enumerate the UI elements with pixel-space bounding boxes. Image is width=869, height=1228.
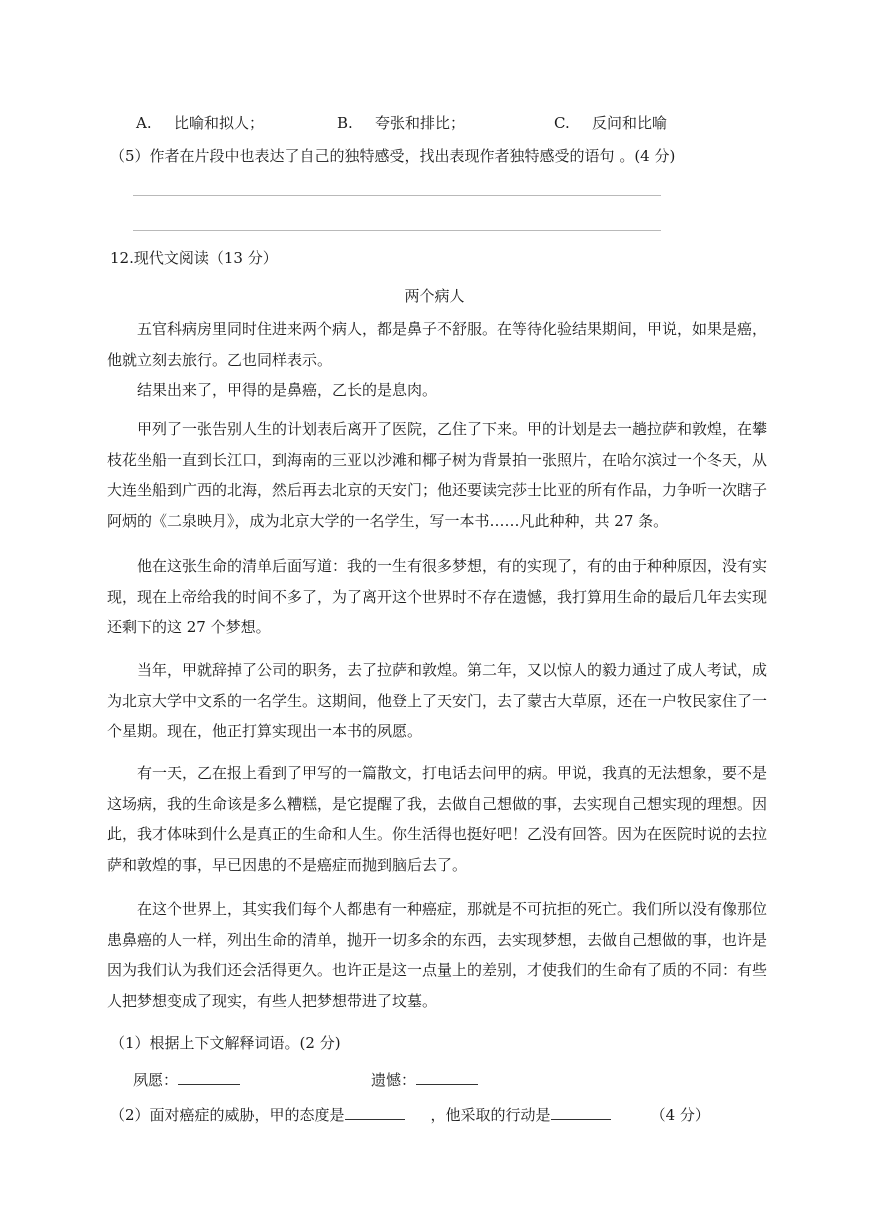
paragraph-2: 结果出来了，甲得的是鼻癌，乙长的是息肉。 [137,381,438,399]
question-2-part2: ，他采取的行动是 [430,1106,551,1124]
answer-line-2[interactable] [133,230,661,231]
term-yihan [371,1068,478,1090]
term-fengyuan-blank[interactable] [178,1068,240,1085]
section-heading: 12.现代文阅读（13 分） [110,249,278,267]
term-yihan-label: 遗憾： [371,1071,417,1089]
paragraph-3: 甲列了一张告别人生的计划表后离开了医院，乙住了下来。甲的计划是去一趟拉萨和敦煌，在攀枝花坐船一直到长江口，到海南的三亚以沙滩和椰子树为背景拍一张照片，在哈尔滨过一个冬天，从大连坐船到广西的北海，然后再去北京的天安门；他还要读完莎士比亚的所有作品，力争听一次瞎子阿炳的《二泉映月》，成为北京大学的一名学生，写一本书……凡此种种，共 27 条。 [107,420,768,530]
article-title: 两个病人 [404,287,465,305]
term-fengyuan [133,1068,240,1090]
question-2-part1: （2）面对癌症的威胁，甲的态度是 [110,1106,345,1124]
question-2-score: （4 分） [650,1106,710,1124]
question-2 [110,1103,710,1125]
answer-line-1[interactable] [133,195,661,196]
term-fengyuan-label: 夙愿： [133,1071,179,1089]
option-b-letter: B. [337,114,353,132]
option-a-letter: A. [136,114,152,132]
attitude-blank[interactable] [345,1103,405,1120]
option-b [337,113,465,133]
paragraph-7: 在这个世界上，其实我们每个人都患有一种癌症，那就是不可抗拒的死亡。我们所以没有像那位患鼻癌的人一样，列出生命的清单，抛开一切多余的东西，去实现梦想，去做自己想做的事，也许是因为我们认为我们还会活得更久。也许正是这一点量上的差别，才使我们的生命有了质的不同：有些人把梦想变成了现实，有些人把梦想带进了坟墓。 [107,900,768,1010]
option-a-text: 比喻和拟人； [174,114,265,132]
option-c-text: 反问和比喻 [592,114,668,132]
question-5: （5）作者在片段中也表达了自己的独特感受，找出表现作者独特感受的语句 。(4 分) [110,147,676,165]
option-b-text: 夸张和排比； [375,114,466,132]
question-1: （1）根据上下文解释词语。(2 分) [110,1034,341,1052]
paragraph-6: 有一天，乙在报上看到了甲写的一篇散文，打电话去问甲的病。甲说，我真的无法想象，要不是这场病，我的生命该是多么糟糕，是它提醒了我，去做自己想做的事，去实现自己想实现的理想。因此，我才体味到什么是真正的生命和人生。你生活得也挺好吧！乙没有回答。因为在医院时说的去拉萨和敦煌的事，早已因患的不是癌症而抛到脑后去了。 [107,764,768,874]
term-yihan-blank[interactable] [416,1068,478,1085]
option-c-letter: C. [554,114,570,132]
paragraph-4: 他在这张生命的清单后面写道：我的一生有很多梦想，有的实现了，有的由于种种原因，没有实现，现在上帝给我的时间不多了，为了离开这个世界时不存在遗憾，我打算用生命的最后几年去实现还剩下的这 27 个梦想。 [107,557,768,636]
option-a [136,113,264,133]
option-c [554,113,667,133]
action-blank[interactable] [551,1103,611,1120]
paragraph-5: 当年，甲就辞掉了公司的职务，去了拉萨和敦煌。第二年，又以惊人的毅力通过了成人考试，成为北京大学中文系的一名学生。这期间，他登上了天安门，去了蒙古大草原，还在一户牧民家住了一个星期。现在，他正打算实现出一本书的夙愿。 [107,661,768,740]
paragraph-1: 五官科病房里同时住进来两个病人，都是鼻子不舒服。在等待化验结果期间，甲说，如果是癌，他就立刻去旅行。乙也同样表示。 [107,320,768,369]
